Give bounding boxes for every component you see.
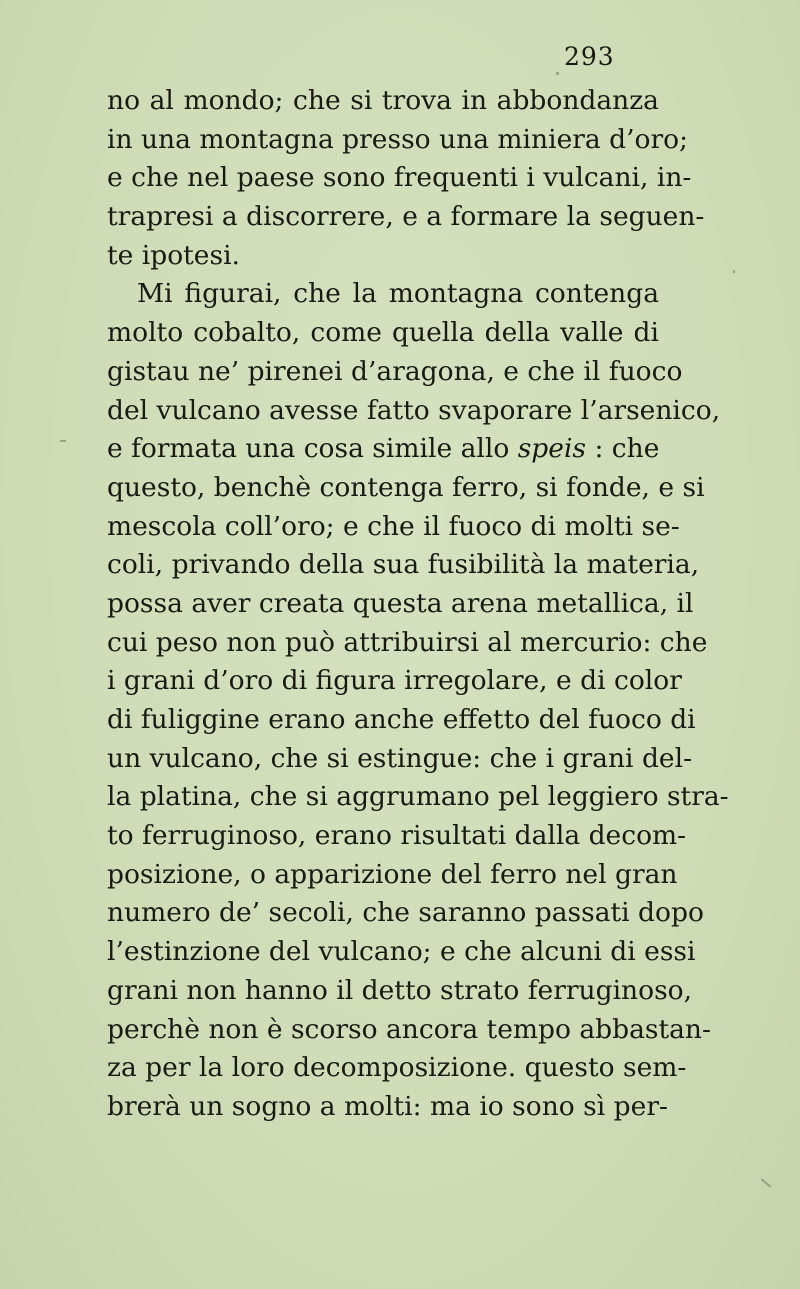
text-line: to ferruginoso, erano risultati dalla decom- <box>107 820 687 852</box>
text-line: i grani d’oro di figura irregolare, e di color <box>107 665 682 697</box>
text-line: grani non hanno il detto strato ferruginoso, <box>107 974 693 1006</box>
paper-speck <box>761 1178 771 1187</box>
text-line: za per la loro decomposizione. questo sem- <box>107 1052 687 1084</box>
text-line: numero de’ secoli, che saranno passati dopo <box>107 897 704 929</box>
text-line: l’estinzione del vulcano; e che alcuni di essi <box>107 936 696 968</box>
paper-speck <box>60 440 66 442</box>
paper-speck <box>733 270 735 273</box>
text-line: del vulcano avesse fatto svaporare l’arsenico, <box>107 394 721 426</box>
text-line: e formata una cosa simile allo speis : che <box>107 433 660 465</box>
text-line: la platina, che si aggrumano pel leggiero stra- <box>107 781 729 813</box>
text-line: perchè non è scorso ancora tempo abbastan- <box>107 1013 711 1045</box>
text-line: questo, benchè contenga ferro, si fonde, e si <box>107 471 705 503</box>
text-line: Mi figurai, che la montagna contenga <box>137 278 659 310</box>
text-line: gistau ne’ pirenei d’aragona, e che il fuoco <box>107 355 683 387</box>
text-line: mescola coll’oro; e che il fuoco di molti se- <box>107 510 680 542</box>
text-line: possa aver creata questa arena metallica, il <box>107 587 694 619</box>
text-line: e che nel paese sono frequenti i vulcani, in- <box>107 162 692 194</box>
text-line: coli, privando della sua fusibilità la materia, <box>107 549 700 581</box>
text-line: molto cobalto, come quella della valle di <box>107 317 659 349</box>
text-line: te ipotesi. <box>107 239 240 271</box>
paper-speck <box>556 72 559 75</box>
text-line: cui peso non può attribuirsi al mercurio: che <box>107 626 708 658</box>
text-line: di fuliggine erano anche effetto del fuoco di <box>107 704 696 735</box>
text-line: un vulcano, che si estingue: che i grani del- <box>107 742 693 774</box>
body-text <box>107 82 729 1127</box>
text-line: no al mondo; che si trova in abbondanza <box>107 85 659 116</box>
text-line: in una montagna presso una miniera d’oro; <box>107 123 689 155</box>
text-line: posizione, o apparizione del ferro nel gran <box>107 858 678 890</box>
page-number: 293 <box>564 42 615 71</box>
text-line: brerà un sogno a molti: ma io sono sì per- <box>107 1090 668 1122</box>
text-line: trapresi a discorrere, e a formare la seguen- <box>107 201 705 233</box>
